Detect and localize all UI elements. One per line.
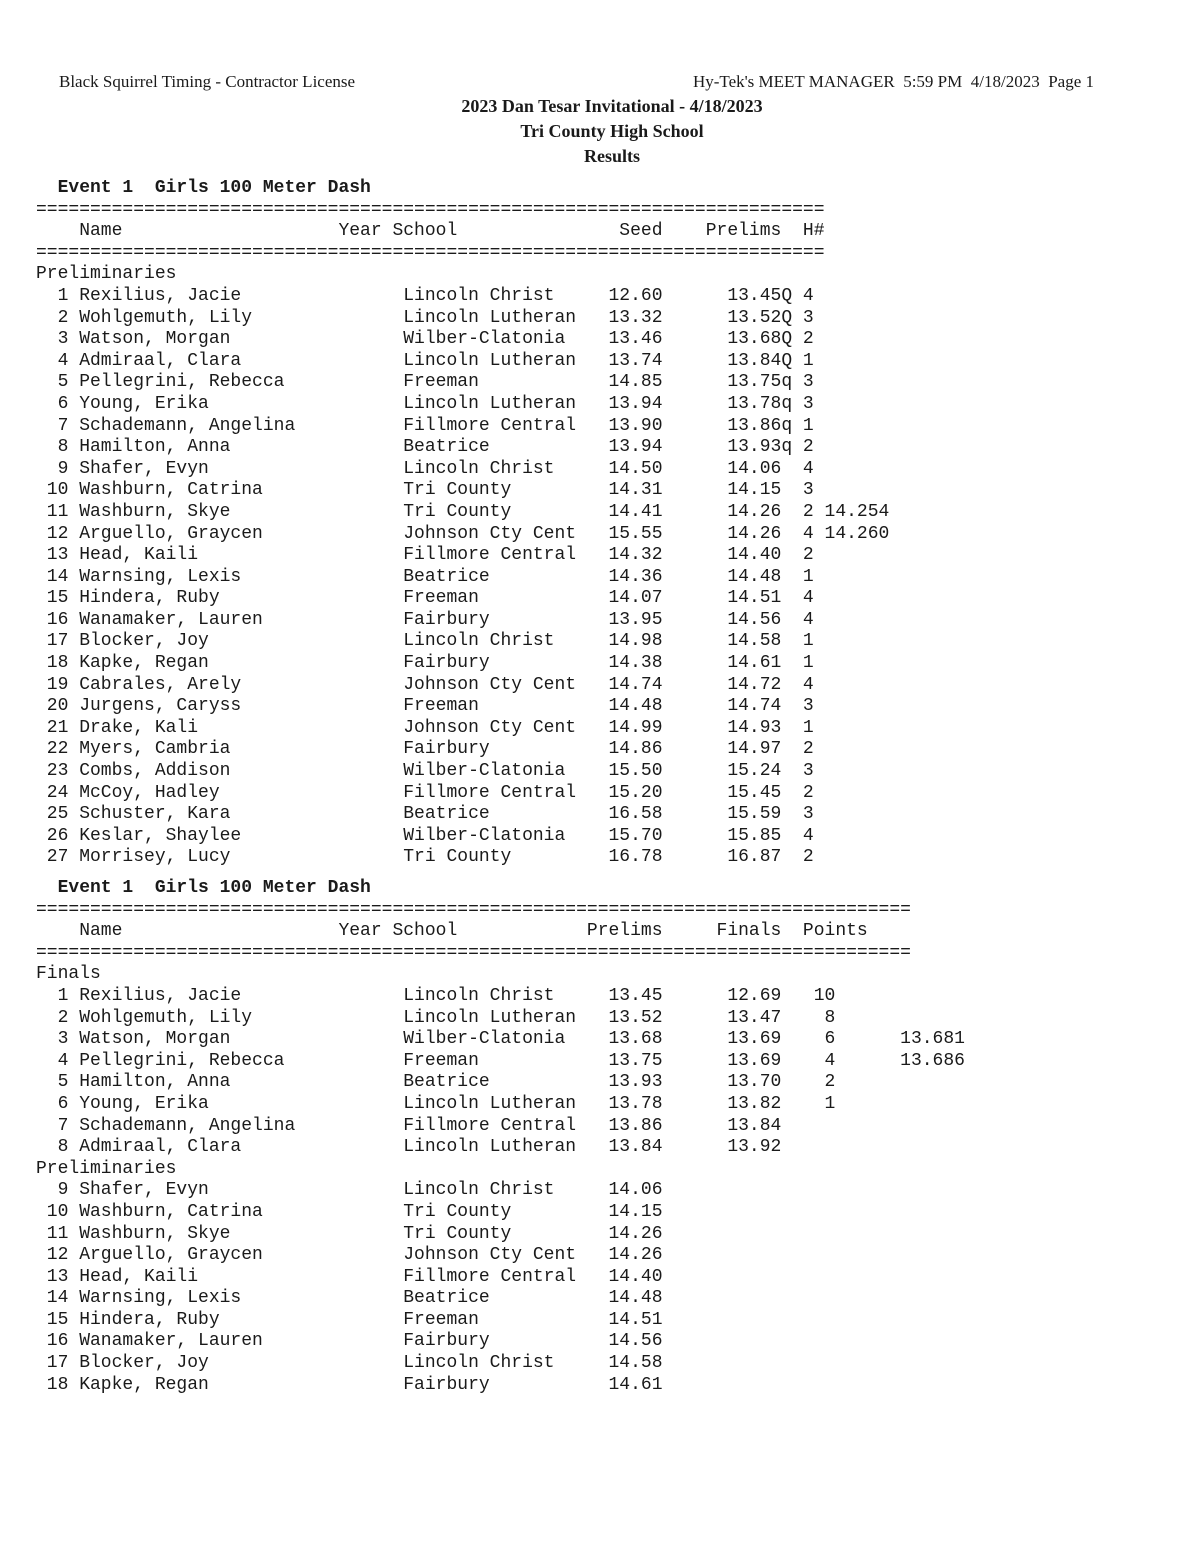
rule-line: ========================================================================= — [36, 199, 825, 220]
result-row: 27 Morrisey, Lucy Tri County 16.78 16.87 2 — [36, 847, 814, 868]
result-row: 11 Washburn, Skye Tri County 14.26 — [36, 1223, 663, 1244]
result-row: 5 Pellegrini, Rebecca Freeman 14.85 13.75q 3 — [36, 372, 814, 393]
result-row: 12 Arguello, Graycen Johnson Cty Cent 14.26 — [36, 1245, 663, 1266]
result-row: 14 Warnsing, Lexis Beatrice 14.48 — [36, 1288, 663, 1309]
result-row: 1 Rexilius, Jacie Lincoln Christ 13.45 12.69 10 — [36, 985, 836, 1006]
result-row: 5 Hamilton, Anna Beatrice 13.93 13.70 2 — [36, 1072, 836, 1093]
column-header: Name Year School Seed Prelims H# — [36, 221, 825, 242]
result-row: 20 Jurgens, Caryss Freeman 14.48 14.74 3 — [36, 696, 814, 717]
result-row: 21 Drake, Kali Johnson Cty Cent 14.99 14.93 1 — [36, 717, 814, 738]
result-row: 9 Shafer, Evyn Lincoln Christ 14.50 14.06 4 — [36, 458, 814, 479]
license-header: Black Squirrel Timing - Contractor License — [59, 72, 356, 91]
meet-title: 2023 Dan Tesar Invitational - 4/18/2023 — [461, 96, 763, 116]
result-row: 19 Cabrales, Arely Johnson Cty Cent 14.74 14.72 4 — [36, 674, 814, 695]
result-row: 1 Rexilius, Jacie Lincoln Christ 12.60 13.45Q 4 — [36, 285, 814, 306]
result-row: 13 Head, Kaili Fillmore Central 14.32 14.40 2 — [36, 545, 814, 566]
result-row: 11 Washburn, Skye Tri County 14.41 14.26 2 14.254 — [36, 501, 890, 522]
result-row: 23 Combs, Addison Wilber-Clatonia 15.50 15.24 3 — [36, 761, 814, 782]
result-row: 3 Watson, Morgan Wilber-Clatonia 13.68 13.69 6 13.681 — [36, 1029, 965, 1050]
result-row: 7 Schademann, Angelina Fillmore Central 13.86 13.84 — [36, 1115, 836, 1136]
result-row: 10 Washburn, Catrina Tri County 14.31 14.15 3 — [36, 480, 814, 501]
result-row: 22 Myers, Cambria Fairbury 14.86 14.97 2 — [36, 739, 814, 760]
rule-line: ================================================================================= — [36, 899, 911, 920]
result-row: 13 Head, Kaili Fillmore Central 14.40 — [36, 1266, 663, 1287]
result-row: 4 Admiraal, Clara Lincoln Lutheran 13.74 13.84Q 1 — [36, 350, 814, 371]
result-row: 9 Shafer, Evyn Lincoln Christ 14.06 — [36, 1180, 663, 1201]
result-row: 6 Young, Erika Lincoln Lutheran 13.94 13.78q 3 — [36, 393, 814, 414]
result-row: 16 Wanamaker, Lauren Fairbury 14.56 — [36, 1331, 663, 1352]
result-row: 18 Kapke, Regan Fairbury 14.61 — [36, 1374, 663, 1395]
event-title: Event 1 Girls 100 Meter Dash — [36, 878, 371, 898]
column-header: Name Year School Prelims Finals Points — [36, 921, 868, 942]
venue-title: Tri County High School — [520, 121, 704, 141]
result-row: 8 Hamilton, Anna Beatrice 13.94 13.93q 2 — [36, 437, 814, 458]
result-row: 12 Arguello, Graycen Johnson Cty Cent 15.55 14.26 4 14.260 — [36, 523, 890, 544]
event-title: Event 1 Girls 100 Meter Dash — [36, 178, 371, 198]
result-row: 15 Hindera, Ruby Freeman 14.07 14.51 4 — [36, 588, 814, 609]
section-label: Finals — [36, 964, 101, 985]
result-row: 17 Blocker, Joy Lincoln Christ 14.58 — [36, 1353, 663, 1374]
prelims-results-block — [36, 178, 889, 869]
software-header: Hy-Tek's MEET MANAGER 5:59 PM 4/18/2023 Page 1 — [692, 72, 1094, 91]
result-row: 4 Pellegrini, Rebecca Freeman 13.75 13.69 4 13.686 — [36, 1050, 965, 1071]
result-row: 2 Wohlgemuth, Lily Lincoln Lutheran 13.52 13.47 8 — [36, 1007, 836, 1028]
finals-results-block — [36, 878, 965, 1396]
document-title: Results — [583, 146, 640, 166]
result-row: 16 Wanamaker, Lauren Fairbury 13.95 14.56 4 — [36, 609, 814, 630]
result-row: 15 Hindera, Ruby Freeman 14.51 — [36, 1309, 663, 1330]
section-label: Preliminaries — [36, 1158, 177, 1179]
result-row: 26 Keslar, Shaylee Wilber-Clatonia 15.70 15.85 4 — [36, 825, 814, 846]
section-label: Preliminaries — [36, 264, 177, 285]
result-row: 17 Blocker, Joy Lincoln Christ 14.98 14.58 1 — [36, 631, 814, 652]
rule-line: ========================================================================= — [36, 242, 825, 263]
result-row: 14 Warnsing, Lexis Beatrice 14.36 14.48 1 — [36, 566, 814, 587]
result-row: 7 Schademann, Angelina Fillmore Central 13.90 13.86q 1 — [36, 415, 814, 436]
result-row: 3 Watson, Morgan Wilber-Clatonia 13.46 13.68Q 2 — [36, 329, 814, 350]
result-row: 25 Schuster, Kara Beatrice 16.58 15.59 3 — [36, 804, 814, 825]
result-row: 18 Kapke, Regan Fairbury 14.38 14.61 1 — [36, 653, 814, 674]
result-row: 6 Young, Erika Lincoln Lutheran 13.78 13.82 1 — [36, 1093, 836, 1114]
result-row: 2 Wohlgemuth, Lily Lincoln Lutheran 13.32 13.52Q 3 — [36, 307, 814, 328]
result-row: 10 Washburn, Catrina Tri County 14.15 — [36, 1201, 663, 1222]
result-row: 8 Admiraal, Clara Lincoln Lutheran 13.84 13.92 — [36, 1137, 836, 1158]
result-row: 24 McCoy, Hadley Fillmore Central 15.20 15.45 2 — [36, 782, 814, 803]
rule-line: ================================================================================= — [36, 942, 911, 963]
